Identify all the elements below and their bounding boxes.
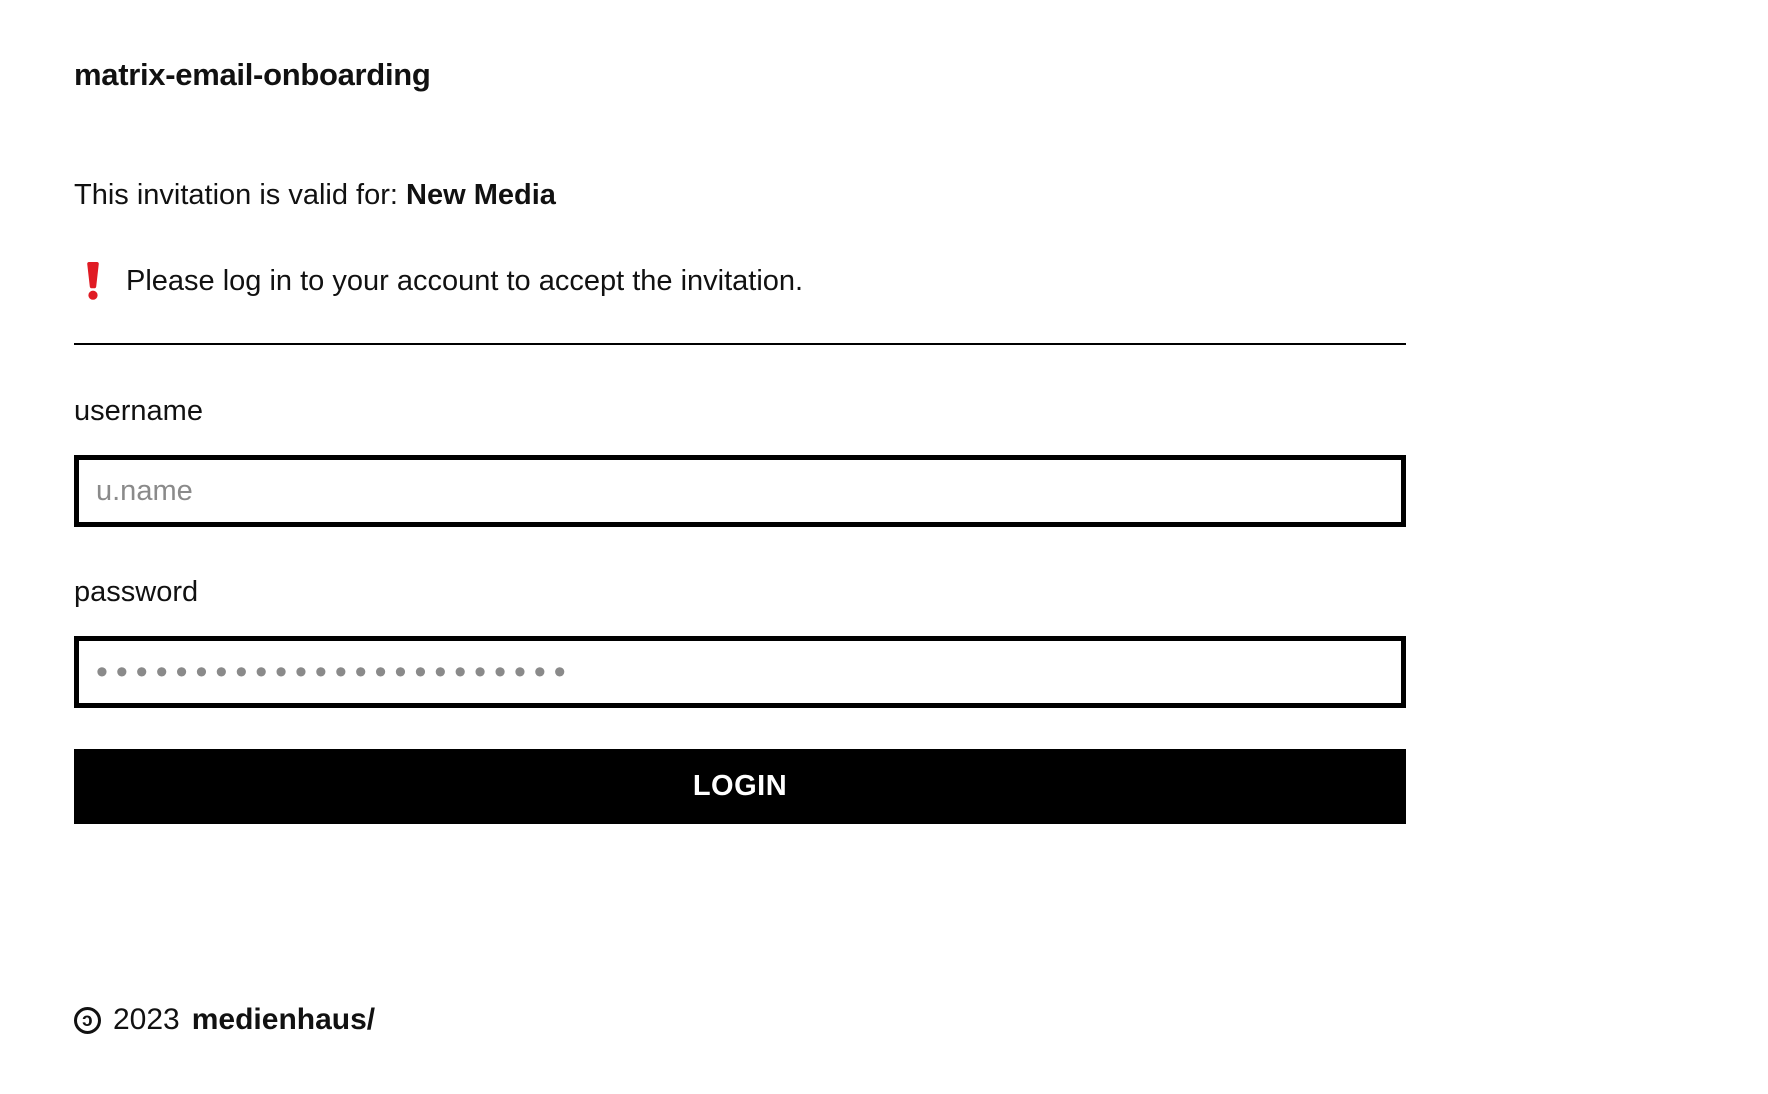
warning-text: Please log in to your account to accept the invitation. xyxy=(126,264,804,297)
invitation-prefix: This invitation is valid for: xyxy=(74,179,407,211)
login-button[interactable]: LOGIN xyxy=(74,749,1406,824)
password-input[interactable] xyxy=(74,636,1406,708)
exclamation-mark-icon xyxy=(84,262,102,300)
copyleft-icon: c xyxy=(74,1007,101,1034)
invitation-target: New Media xyxy=(406,179,556,211)
username-input[interactable] xyxy=(74,455,1406,527)
content-column xyxy=(74,57,1406,1037)
footer-brand: medienhaus/ xyxy=(191,1003,376,1036)
footer-year: 2023 xyxy=(113,1003,180,1036)
password-label: password xyxy=(74,576,199,608)
footer xyxy=(74,1003,1406,1037)
divider xyxy=(74,343,1406,345)
username-label: username xyxy=(74,395,203,427)
page-title: matrix-email-onboarding xyxy=(74,57,431,92)
invitation-text xyxy=(74,179,1406,212)
warning-message xyxy=(74,262,1406,300)
